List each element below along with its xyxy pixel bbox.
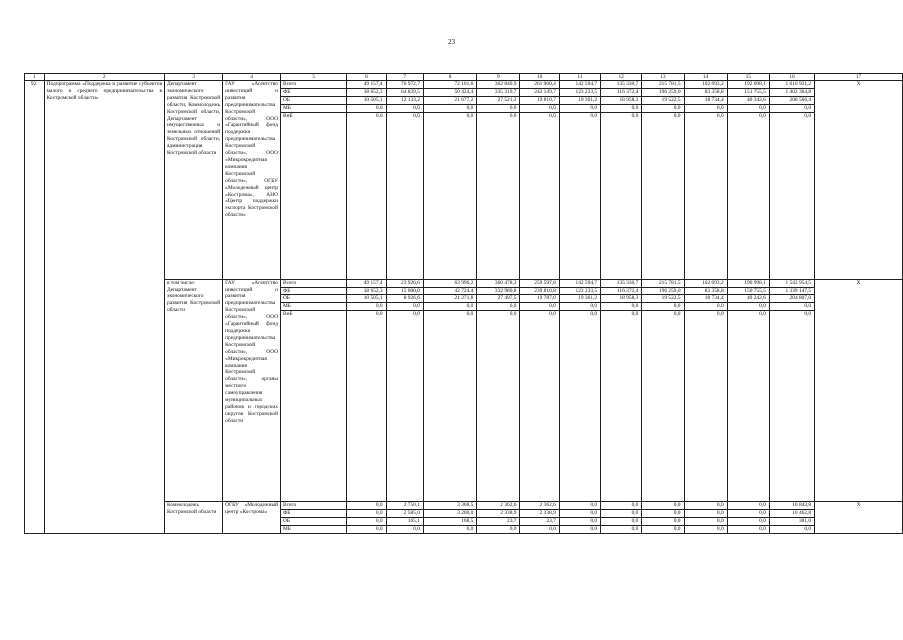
amount-cell: 0,0	[642, 311, 684, 502]
funding-source: ФБ	[280, 510, 346, 518]
amount-cell: 116 372,4	[601, 287, 642, 295]
amount-cell: 362 840,9	[477, 81, 520, 89]
amount-cell: 0,0	[559, 525, 600, 533]
amount-cell: 0,0	[347, 303, 386, 311]
amount-cell: 0,0	[520, 311, 559, 502]
column-header: 16	[769, 74, 814, 81]
amount-cell: 196 259,0	[642, 287, 684, 295]
table-body	[25, 74, 903, 534]
page-number: 23	[448, 38, 455, 46]
amount-cell: 18 734,4	[684, 295, 727, 303]
amount-cell: 0,0	[642, 518, 684, 526]
amount-cell: 0,0	[601, 104, 642, 112]
amount-cell: 10 462,8	[769, 510, 814, 518]
column-header: 2	[44, 74, 164, 81]
amount-cell: 23 926,6	[386, 279, 423, 287]
amount-cell: 0,0	[727, 311, 769, 502]
amount-cell: 0,0	[642, 502, 684, 510]
amount-cell: 2 585,0	[386, 510, 423, 518]
amount-cell: 10 505,1	[347, 96, 386, 104]
amount-cell: 0,0	[423, 112, 476, 279]
amount-cell: 204 807,0	[769, 295, 814, 303]
amount-cell: 0,0	[477, 112, 520, 279]
amount-cell: 0,0	[347, 502, 386, 510]
amount-cell: 259 597,8	[520, 279, 559, 287]
amount-cell: 142 594,7	[559, 279, 600, 287]
amount-cell: 2 362,6	[477, 502, 520, 510]
amount-cell: 0,0	[423, 525, 476, 533]
participants-cell: ОГБУ «Молодежный центр «Кострома»	[223, 502, 281, 534]
amount-cell: 0,0	[520, 525, 559, 533]
participants-cell: ГАУ «Агентство инвестиций и развития предпринимательства Костромской области», ООО «Гарантийный фонд поддержки предпринимательства Костромской области», ООО «Микрокредитная компания Костромской области», ОГБУ «Молодежный центр «Кострома», АНО «Центр поддержки экспорта Костромской области»	[223, 81, 281, 280]
amount-cell: 215 781,5	[642, 81, 684, 89]
funding-source: МБ	[280, 104, 346, 112]
amount-cell: 50 424,4	[423, 88, 476, 96]
amount-cell: 0,0	[769, 303, 814, 311]
amount-cell: 135 330,7	[601, 279, 642, 287]
amount-cell: 83 358,8	[684, 287, 727, 295]
amount-cell: 123 233,5	[559, 287, 600, 295]
amount-cell: 0,0	[684, 525, 727, 533]
amount-cell: 0,0	[386, 104, 423, 112]
amount-cell: 64 839,5	[386, 88, 423, 96]
amount-cell: 0,0	[684, 518, 727, 526]
amount-cell: 0,0	[423, 104, 476, 112]
funding-source: ФБ	[280, 287, 346, 295]
amount-cell: 23,7	[520, 518, 559, 526]
amount-cell: 165,1	[386, 518, 423, 526]
amount-cell: 15 000,0	[386, 287, 423, 295]
amount-cell: 2 338,9	[520, 510, 559, 518]
funding-source: Всего	[280, 279, 346, 287]
amount-cell: 49 157,4	[347, 279, 386, 287]
amount-cell: 0,0	[559, 112, 600, 279]
amount-cell: 0,0	[477, 311, 520, 502]
column-header: 7	[386, 74, 423, 81]
amount-cell: 0,0	[520, 112, 559, 279]
amount-cell: 239 810,8	[520, 287, 559, 295]
amount-cell: 0,0	[684, 311, 727, 502]
amount-cell: 76 972,7	[386, 81, 423, 89]
amount-cell: 1 543 954,5	[769, 279, 814, 287]
amount-cell: 19 522,5	[642, 295, 684, 303]
amount-cell: 190 998,1	[727, 279, 769, 287]
executor-prefix: в том числе:	[167, 279, 196, 286]
amount-cell: 40 342,6	[727, 96, 769, 104]
amount-cell: 0,0	[601, 510, 642, 518]
amount-cell: 0,0	[769, 112, 814, 279]
amount-cell: 0,0	[642, 525, 684, 533]
amount-cell: 0,0	[601, 502, 642, 510]
amount-cell: 0,0	[559, 518, 600, 526]
amount-cell: 0,0	[601, 525, 642, 533]
amount-cell: 335 319,7	[477, 88, 520, 96]
column-header: 5	[280, 74, 346, 81]
amount-cell: 0,0	[727, 510, 769, 518]
executor-text: Коммолодежь Костромской области	[167, 502, 217, 516]
amount-cell: 0,0	[727, 303, 769, 311]
funding-source: МБ	[280, 303, 346, 311]
table-row	[25, 81, 903, 89]
amount-cell: 0,0	[559, 311, 600, 502]
amount-cell: 0,0	[423, 311, 476, 502]
amount-cell: 19 361,2	[559, 96, 600, 104]
amount-cell: 21 271,8	[423, 295, 476, 303]
amount-cell: 0,0	[642, 510, 684, 518]
amount-cell: 0,0	[347, 510, 386, 518]
amount-cell: 0,0	[386, 303, 423, 311]
amount-cell: 215 781,5	[642, 279, 684, 287]
amount-cell: 63 996,2	[423, 279, 476, 287]
amount-cell: 18 734,4	[684, 96, 727, 104]
amount-cell: 123 233,5	[559, 88, 600, 96]
amount-cell: 1 402 364,8	[769, 88, 814, 96]
amount-cell: 0,0	[477, 525, 520, 533]
amount-cell: 0,0	[477, 303, 520, 311]
amount-cell: 23,7	[477, 518, 520, 526]
amount-cell: 0,0	[642, 104, 684, 112]
amount-cell: 27 497,5	[477, 295, 520, 303]
column-header: 4	[223, 74, 281, 81]
column-header: 12	[601, 74, 642, 81]
amount-cell: 83 358,8	[684, 88, 727, 96]
amount-cell: 8 926,6	[386, 295, 423, 303]
row-number: 92.	[25, 81, 45, 534]
amount-cell: 0,0	[769, 311, 814, 502]
amount-cell: 0,0	[347, 518, 386, 526]
funding-source: МБ	[280, 525, 346, 533]
amount-cell: 0,0	[347, 112, 386, 279]
funding-source: ОБ	[280, 96, 346, 104]
amount-cell: 40 242,6	[727, 295, 769, 303]
funding-source: ВнБ	[280, 311, 346, 502]
amount-cell: 332 980,8	[477, 287, 520, 295]
funding-source: ФБ	[280, 88, 346, 96]
amount-cell: 196 259,0	[642, 88, 684, 96]
funding-source: Всего	[280, 81, 346, 89]
amount-cell: 0,0	[520, 104, 559, 112]
amount-cell: 0,0	[684, 510, 727, 518]
column-header: 1	[25, 74, 45, 81]
amount-cell: 0,0	[684, 502, 727, 510]
amount-cell: 3 368,5	[423, 502, 476, 510]
amount-cell: 38 652,3	[347, 287, 386, 295]
column-header: 9	[477, 74, 520, 81]
amount-cell: 19 787,0	[520, 295, 559, 303]
amount-cell: 0,0	[601, 518, 642, 526]
amount-cell: 27 521,2	[477, 96, 520, 104]
column-header: 11	[559, 74, 600, 81]
amount-cell: 0,0	[727, 112, 769, 279]
amount-cell: 135 330,7	[601, 81, 642, 89]
amount-cell: 192 098,1	[727, 81, 769, 89]
amount-cell: 0,0	[601, 112, 642, 279]
amount-cell: 261 960,4	[520, 81, 559, 89]
amount-cell: 360 478,3	[477, 279, 520, 287]
column-header: 8	[423, 74, 476, 81]
amount-cell: 0,0	[347, 311, 386, 502]
executor-text: Департамент экономического развития Костромской области, Коммолодежь Костромской области, Департамент имущественных и земельных отношений Костромской области, администрация Костромской области	[167, 81, 221, 157]
funding-source: ОБ	[280, 295, 346, 303]
amount-cell: 0,0	[601, 303, 642, 311]
participants-cell: ГАУ «Агентство инвестиций и развития предпринимательства Костромской области», ООО «Гарантийный фонд поддержки предпринимательства Костромской области», ООО «Микрокредитная компания Костромской области», органы местного самоуправления муниципальных районов и городских округов Костромской области	[223, 279, 281, 502]
amount-cell: 0,0	[559, 104, 600, 112]
amount-cell: 18 958,3	[601, 295, 642, 303]
amount-cell: 72 101,6	[423, 81, 476, 89]
amount-cell: 1 610 931,2	[769, 81, 814, 89]
amount-cell: 0,0	[727, 525, 769, 533]
amount-cell: 151 755,5	[727, 88, 769, 96]
funding-source: ВнБ	[280, 112, 346, 279]
column-header: 15	[727, 74, 769, 81]
amount-cell: 0,0	[386, 112, 423, 279]
amount-cell: 19 361,2	[559, 295, 600, 303]
amount-cell: 0,0	[347, 525, 386, 533]
amount-cell: 1 339 147,5	[769, 287, 814, 295]
executor-cell	[165, 502, 223, 534]
funding-source: Всего	[280, 502, 346, 510]
amount-cell: 3 200,0	[423, 510, 476, 518]
amount-cell: 0,0	[684, 303, 727, 311]
amount-cell: 0,0	[601, 311, 642, 502]
amount-cell: 0,0	[559, 510, 600, 518]
mark-cell: X	[815, 81, 903, 280]
executor-cell	[165, 81, 223, 280]
amount-cell: 0,0	[642, 112, 684, 279]
amount-cell: 0,0	[769, 104, 814, 112]
amount-cell: 0,0	[559, 303, 600, 311]
amount-cell: 38 652,3	[347, 88, 386, 96]
mark-cell: X	[815, 502, 903, 534]
executor-cell	[165, 279, 223, 502]
amount-cell: 18 958,3	[601, 96, 642, 104]
executor-text: Департамент экономического развития Костромской области	[167, 286, 221, 314]
amount-cell: 12 133,2	[386, 96, 423, 104]
column-header: 3	[165, 74, 223, 81]
program-title: Подпрограмма «Поддержка и развитие субъектов малого и среднего предпринимательства в Костромской области»	[44, 81, 164, 534]
amount-cell: 0,0	[727, 518, 769, 526]
amount-cell: 0,0	[520, 303, 559, 311]
header-row	[25, 74, 903, 81]
amount-cell: 0,0	[727, 104, 769, 112]
amount-cell: 0,0	[347, 104, 386, 112]
amount-cell: 0,0	[769, 525, 814, 533]
column-header: 13	[642, 74, 684, 81]
amount-cell: 0,0	[684, 112, 727, 279]
amount-cell: 0,0	[386, 311, 423, 502]
amount-cell: 21 677,2	[423, 96, 476, 104]
amount-cell: 0,0	[386, 525, 423, 533]
column-header: 17	[815, 74, 903, 81]
column-header: 6	[347, 74, 386, 81]
amount-cell: 19 522,5	[642, 96, 684, 104]
amount-cell: 381,0	[769, 518, 814, 526]
column-header: 10	[520, 74, 559, 81]
amount-cell: 10 843,8	[769, 502, 814, 510]
amount-cell: 0,0	[727, 502, 769, 510]
amount-cell: 2 362,6	[520, 502, 559, 510]
amount-cell: 0,0	[559, 502, 600, 510]
amount-cell: 0,0	[684, 104, 727, 112]
amount-cell: 2 750,1	[386, 502, 423, 510]
amount-cell: 19 810,7	[520, 96, 559, 104]
budget-table	[24, 73, 903, 534]
amount-cell: 10 505,1	[347, 295, 386, 303]
amount-cell: 142 594,7	[559, 81, 600, 89]
amount-cell: 0,0	[423, 303, 476, 311]
amount-cell: 102 093,2	[684, 279, 727, 287]
amount-cell: 0,0	[642, 303, 684, 311]
amount-cell: 49 157,4	[347, 81, 386, 89]
amount-cell: 168,5	[423, 518, 476, 526]
amount-cell: 42 724,4	[423, 287, 476, 295]
amount-cell: 242 149,7	[520, 88, 559, 96]
amount-cell: 0,0	[477, 104, 520, 112]
amount-cell: 116 372,4	[601, 88, 642, 96]
column-header: 14	[684, 74, 727, 81]
amount-cell: 2 338,9	[477, 510, 520, 518]
funding-source: ОБ	[280, 518, 346, 526]
amount-cell: 208 566,4	[769, 96, 814, 104]
amount-cell: 102 093,2	[684, 81, 727, 89]
mark-cell: X	[815, 279, 903, 502]
amount-cell: 150 755,5	[727, 287, 769, 295]
